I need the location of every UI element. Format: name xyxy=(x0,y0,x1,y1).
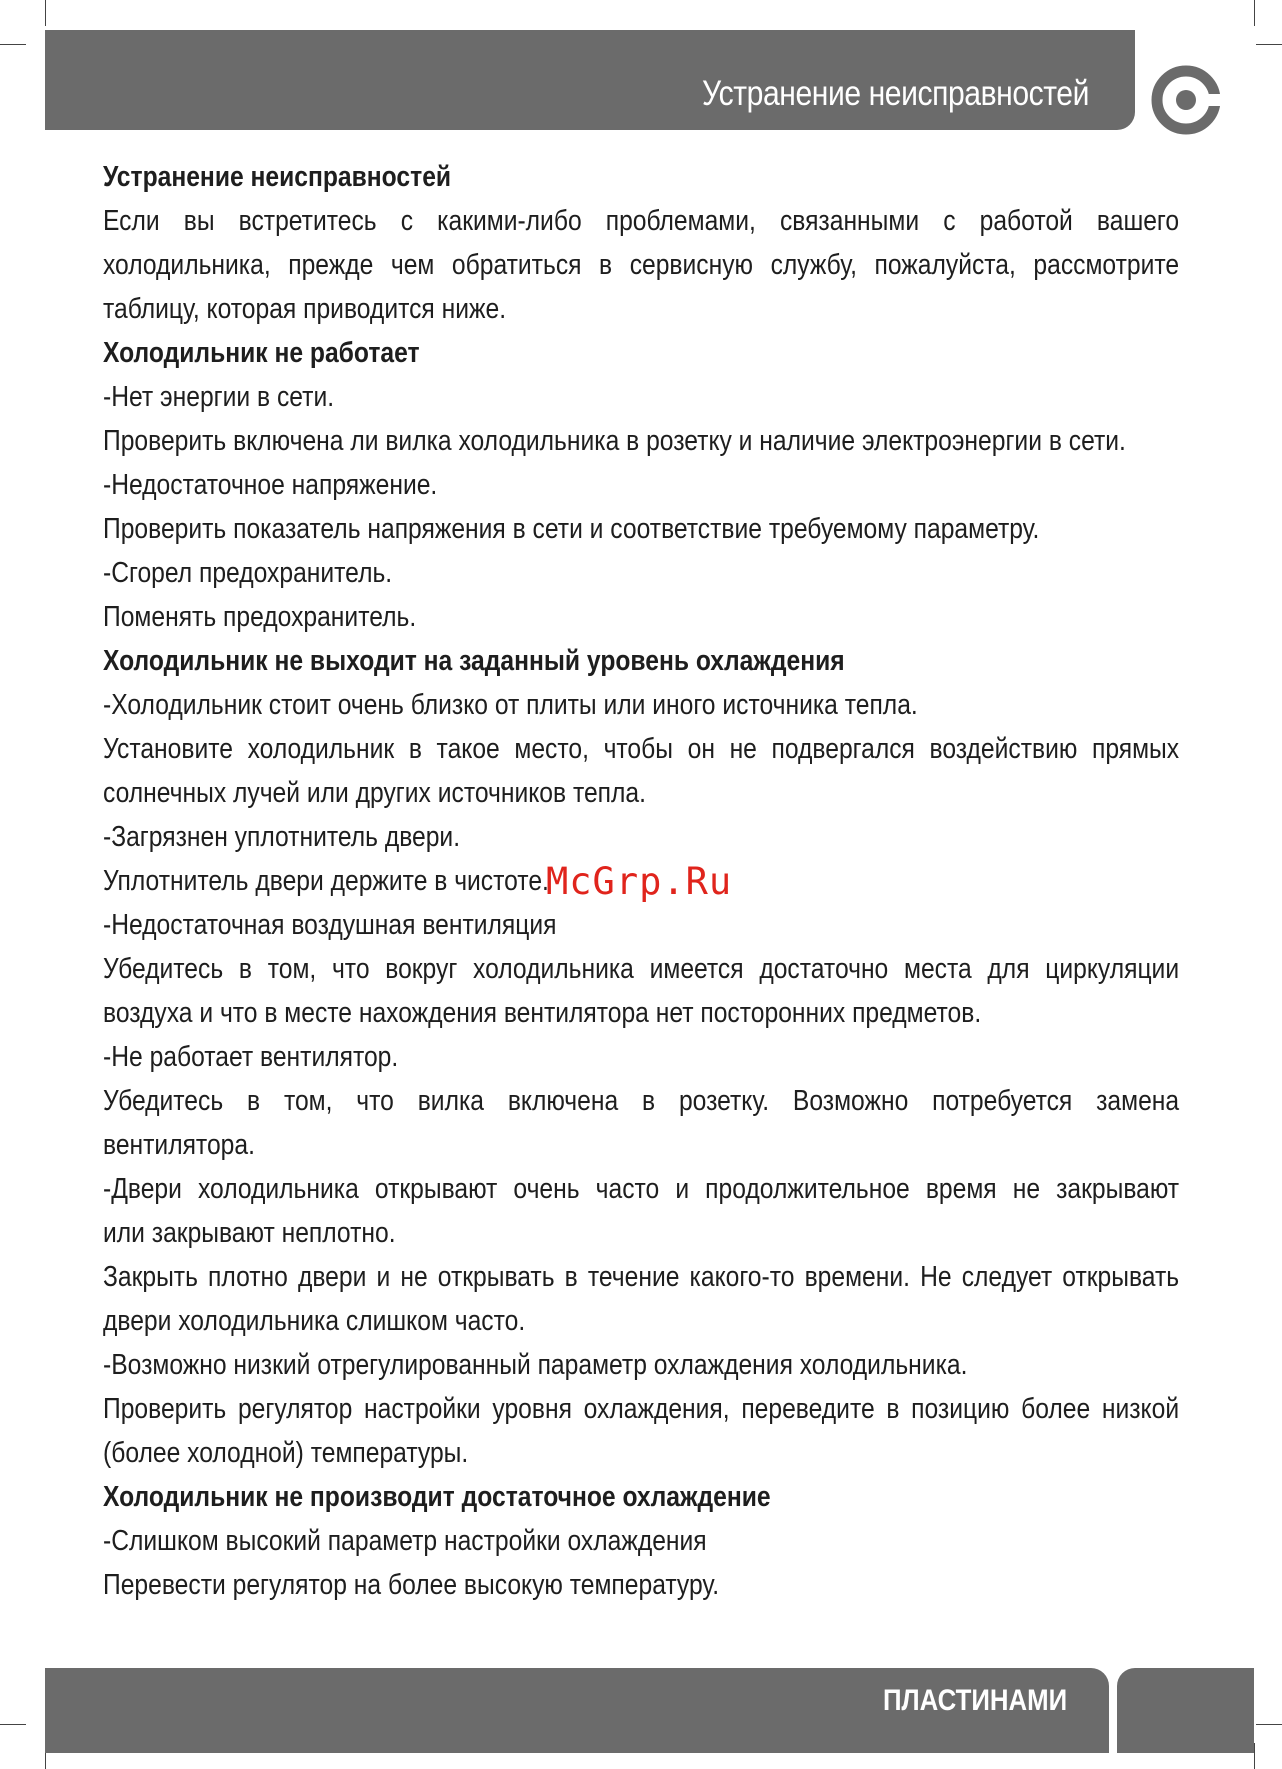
text-line: Проверить регулятор настройки уровня охлаждения, переведите в позицию более низкой xyxy=(103,1393,1180,1425)
crop-mark xyxy=(1256,1724,1282,1725)
crop-mark xyxy=(1254,1743,1255,1769)
footer-band xyxy=(45,1668,1109,1753)
text-line: солнечных лучей или других источников тепла. xyxy=(103,777,646,809)
footer-label: ПЛАСТИНАМИ xyxy=(882,1684,1067,1717)
text-line: -Недостаточная воздушная вентиляция xyxy=(103,909,557,941)
circle-logo-icon xyxy=(1150,64,1222,136)
text-line: -Не работает вентилятор. xyxy=(103,1041,399,1073)
text-line: Установите холодильник в такое место, чтобы он не подвергался воздействию прямых xyxy=(103,733,1180,765)
text-line: Поменять предохранитель. xyxy=(103,601,417,633)
text-line: -Загрязнен уплотнитель двери. xyxy=(103,821,461,853)
text-line: холодильника, прежде чем обратиться в сервисную службу, пожалуйста, рассмотрите xyxy=(103,249,1180,281)
text-line: -Слишком высокий параметр настройки охлаждения xyxy=(103,1525,707,1557)
text-line: Проверить включена ли вилка холодильника в розетку и наличие электроэнергии в сети. xyxy=(103,425,1126,457)
page-number-tab xyxy=(1117,1668,1254,1753)
text-line: -Сгорел предохранитель. xyxy=(103,557,393,589)
text-line: Убедитесь в том, что вилка включена в розетку. Возможно потребуется замена xyxy=(103,1085,1180,1117)
text-line: Перевести регулятор на более высокую температуру. xyxy=(103,1569,720,1601)
crop-mark xyxy=(1256,44,1282,45)
text-line: -Возможно низкий отрегулированный параметр охлаждения холодильника. xyxy=(103,1349,968,1381)
crop-mark xyxy=(45,0,46,26)
section-heading: Холодильник не производит достаточное охлаждение xyxy=(103,1481,771,1513)
text-line: Закрыть плотно двери и не открывать в течение какого-то времени. Не следует открывать xyxy=(103,1261,1180,1293)
text-line: Уплотнитель двери держите в чистоте. xyxy=(103,865,549,897)
text-line: Проверить показатель напряжения в сети и соответствие требуемому параметру. xyxy=(103,513,1040,545)
text-line: -Двери холодильника открывают очень часто и продолжительное время не закрывают xyxy=(103,1173,1180,1205)
text-line: таблицу, которая приводится ниже. xyxy=(103,293,507,325)
text-line: Убедитесь в том, что вокруг холодильника имеется достаточно места для циркуляции xyxy=(103,953,1180,985)
crop-mark xyxy=(0,44,26,45)
text-line: двери холодильника слишком часто. xyxy=(103,1305,526,1337)
text-line: воздуха и что в месте нахождения вентилятора нет посторонних предметов. xyxy=(103,997,982,1029)
text-line: (более холодной) температуры. xyxy=(103,1437,469,1469)
text-line: вентилятора. xyxy=(103,1129,255,1161)
header-band xyxy=(45,30,1135,130)
text-line: -Недостаточное напряжение. xyxy=(103,469,438,501)
crop-mark xyxy=(0,1724,26,1725)
section-heading: Холодильник не выходит на заданный уровень охлаждения xyxy=(103,645,845,677)
section-heading: Устранение неисправностей xyxy=(103,161,452,193)
text-line: -Холодильник стоит очень близко от плиты или иного источника тепла. xyxy=(103,689,918,721)
crop-mark xyxy=(1254,0,1255,26)
text-line: Если вы встретитесь с какими-либо проблемами, связанными с работой вашего xyxy=(103,205,1180,237)
page-header-title: Устранение неисправностей xyxy=(702,74,1089,113)
text-line: или закрывают неплотно. xyxy=(103,1217,396,1249)
text-line: -Нет энергии в сети. xyxy=(103,381,335,413)
section-heading: Холодильник не работает xyxy=(103,337,420,369)
watermark: McGrp.Ru xyxy=(546,860,733,903)
